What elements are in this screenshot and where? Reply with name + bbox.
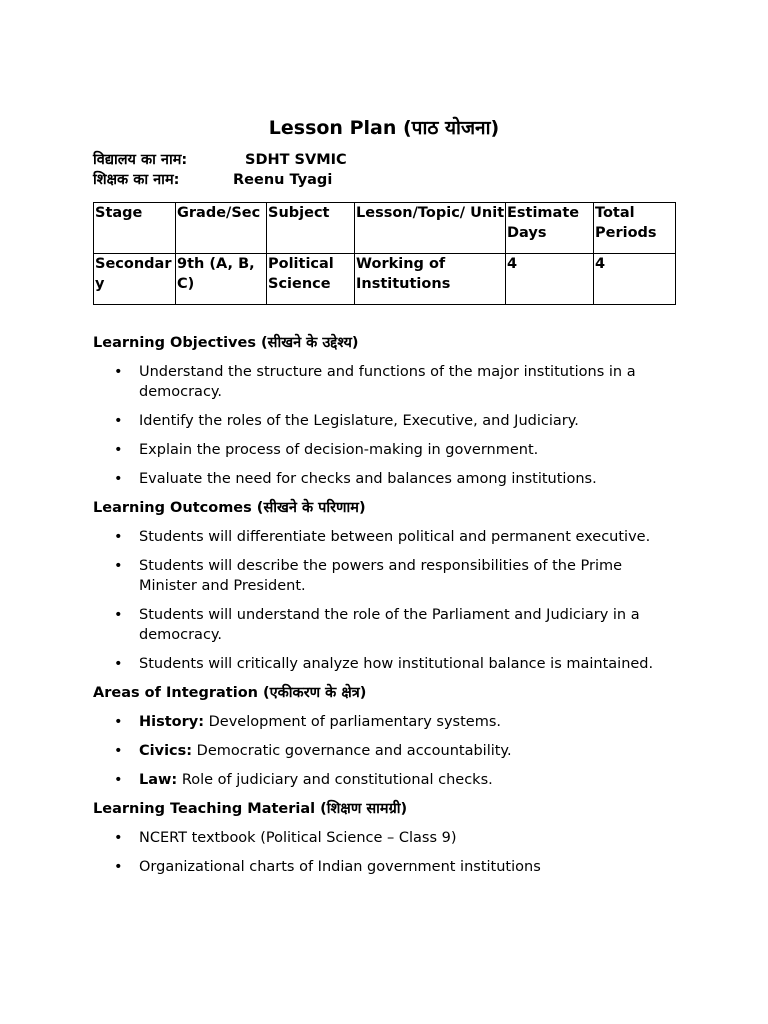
teacher-name-line (93, 170, 332, 190)
table-header-cell: Lesson/Topic/ Unit (355, 203, 506, 254)
bullet-icon: • (114, 830, 123, 846)
list-item: • Students will critically analyze how institutional balance is maintained. (114, 656, 654, 672)
lesson-body (0, 333, 768, 877)
bullet-icon: • (114, 442, 123, 458)
table-cell: Political Science (267, 254, 355, 305)
integration-list (0, 712, 768, 790)
outcomes-list (0, 527, 768, 674)
bullet-icon: • (114, 364, 123, 380)
list-item: • Explain the process of decision-making in government. (114, 442, 539, 458)
list-item: • NCERT textbook (Political Science – Class 9) (114, 830, 457, 846)
list-item: • Organizational charts of Indian government institutions (114, 859, 541, 875)
list-item: • Students will differentiate between political and permanent executive. (114, 529, 651, 545)
objectives-heading: Learning Objectives (सीखने के उद्देश्य) (93, 335, 359, 351)
table-cell: Secondary (94, 254, 176, 305)
school-name-label: विद्यालय का नाम: (93, 152, 188, 168)
materials-list (0, 828, 768, 877)
table-header-cell: Stage (94, 203, 176, 254)
table-cell: 4 (594, 254, 676, 305)
integration-term: History: (139, 714, 205, 730)
table-header-row (94, 203, 676, 254)
list-item: • Identify the roles of the Legislature, Executive, and Judiciary. (114, 413, 579, 429)
bullet-icon: • (114, 413, 123, 429)
list-item: • Students will describe the powers and responsibilities of the Prime Minister and President. (114, 558, 623, 594)
table-header-cell: Total Periods (594, 203, 676, 254)
bullet-icon: • (114, 607, 123, 623)
objectives-list (0, 362, 768, 489)
integration-term: Civics: (139, 743, 193, 759)
table-cell: Working of Institutions (355, 254, 506, 305)
school-name-line (93, 150, 347, 170)
list-item: • History: Development of parliamentary systems. (114, 714, 501, 730)
lesson-info-table (93, 202, 676, 305)
table-cell: 4 (506, 254, 594, 305)
list-item: • Civics: Democratic governance and accountability. (114, 743, 512, 759)
outcomes-heading: Learning Outcomes (सीखने के परिणाम) (93, 500, 366, 516)
bullet-icon: • (114, 471, 123, 487)
bullet-icon: • (114, 714, 123, 730)
bullet-icon: • (114, 772, 123, 788)
integration-heading: Areas of Integration (एकीकरण के क्षेत्र) (93, 685, 367, 701)
bullet-icon: • (114, 656, 123, 672)
list-item: • Students will understand the role of the Parliament and Judiciary in a democracy. (114, 607, 640, 643)
table-cell: 9th (A, B, C) (176, 254, 267, 305)
bullet-icon: • (114, 529, 123, 545)
table-header-cell: Grade/Sec (176, 203, 267, 254)
list-item: • Evaluate the need for checks and balances among institutions. (114, 471, 597, 487)
bullet-icon: • (114, 859, 123, 875)
teacher-name-value: Reenu Tyagi (233, 172, 333, 188)
school-name-value: SDHT SVMIC (245, 152, 347, 168)
page-title: Lesson Plan (पाठ योजना) (268, 117, 500, 139)
table-header-cell: Subject (267, 203, 355, 254)
list-item: • Law: Role of judiciary and constitutional checks. (114, 772, 493, 788)
integration-term: Law: (139, 772, 178, 788)
list-item: • Understand the structure and functions of the major institutions in a democracy. (114, 364, 636, 400)
bullet-icon: • (114, 558, 123, 574)
materials-heading: Learning Teaching Material (शिक्षण सामग्री) (93, 801, 408, 817)
table-row (94, 254, 676, 305)
teacher-name-label: शिक्षक का नाम: (93, 172, 180, 188)
table-header-cell: Estimate Days (506, 203, 594, 254)
bullet-icon: • (114, 743, 123, 759)
